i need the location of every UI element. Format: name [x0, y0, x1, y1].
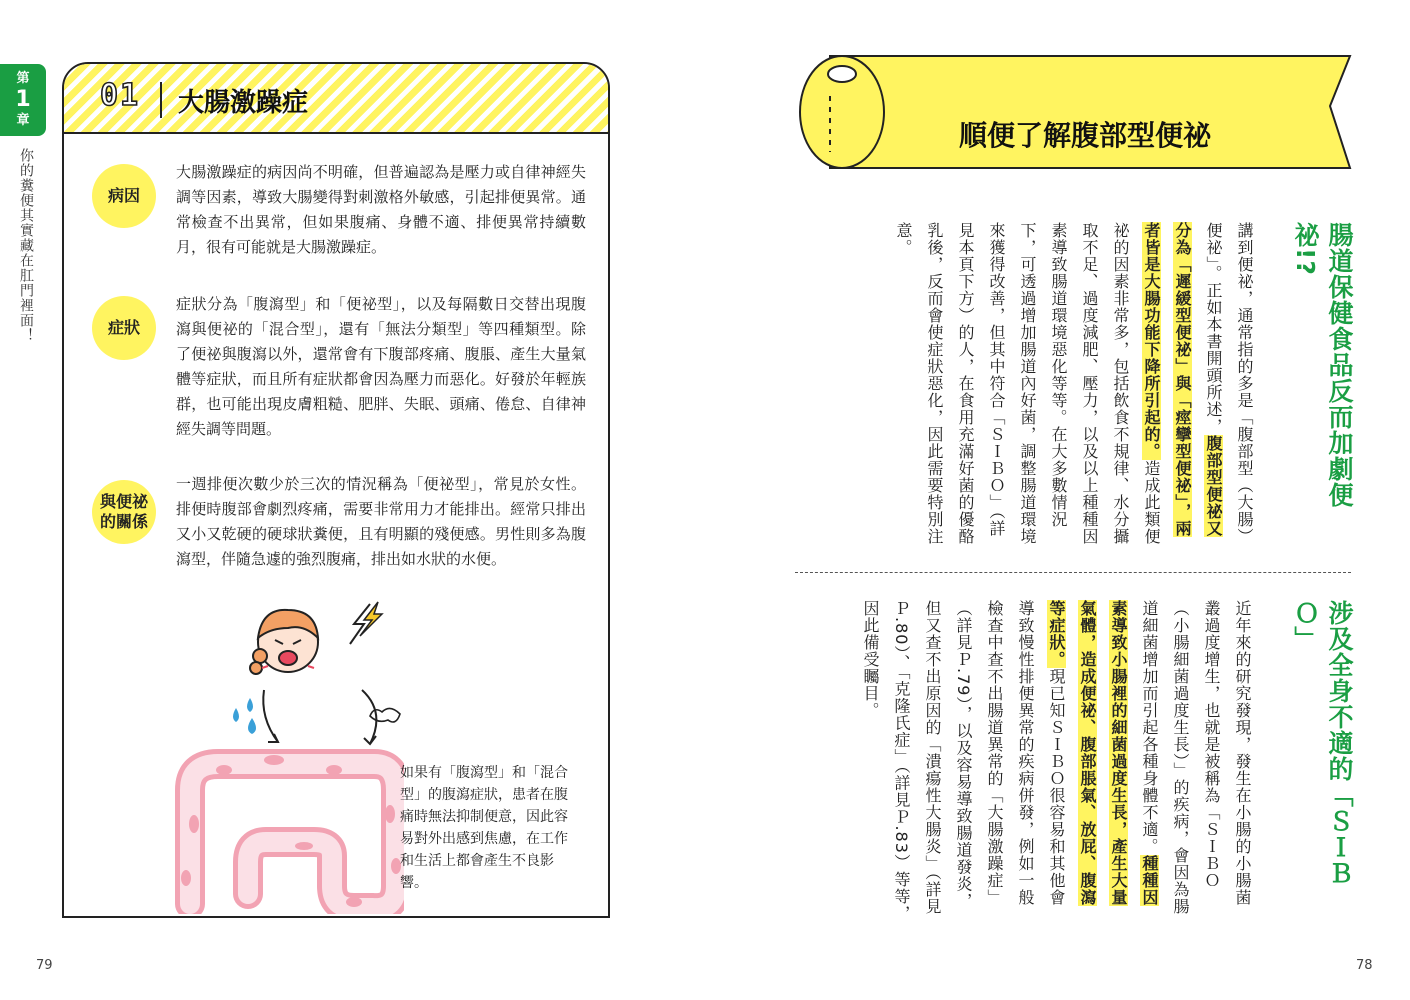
section1-body — [828, 222, 1260, 552]
lightning-icon — [350, 604, 370, 644]
sweat-drop-icon — [247, 698, 253, 712]
topic-card — [62, 62, 610, 918]
card-title: 大腸激躁症 — [178, 88, 309, 118]
toilet-roll-banner — [790, 44, 1370, 174]
intestine-illustration — [164, 594, 404, 914]
badge-line-1: 與便祕 — [99, 492, 148, 511]
section1-heading: 腸道保健食品反而加劇便祕!? — [1291, 222, 1354, 508]
section1-highlight: 腹部型便祕又分為「遲緩型便祕」與「痙攣型便祕」，兩者皆是大腸功能下降所引起的。 — [1142, 222, 1223, 537]
badge-line-2: 的關係 — [99, 512, 148, 531]
card-header — [64, 64, 608, 134]
arrow-right-icon — [362, 690, 376, 744]
arrow-left-icon — [263, 690, 278, 742]
right-page-number: 78 — [1356, 958, 1373, 973]
banner-title: 順便了解腹部型便祕 — [958, 119, 1211, 152]
badge-cause: 病因 — [92, 164, 156, 228]
section2-body — [758, 600, 1258, 922]
section2-text-b: 現已知ＳＩＢＯ很容易和其他會導致慢性排便異常的疾病併發，例如一般檢查中查不出腸道異常的「大腸激躁症」（詳見Ｐ.79），以及容易導致腸道發炎，但又查不出原因的「潰瘍性大腸炎」（詳見Ｐ.80）、「克隆氏症」（詳見Ｐ.83）等等，因此備受矚目。 — [861, 600, 1066, 922]
chapter-prefix: 第 — [16, 71, 30, 86]
chapter-tab — [0, 64, 46, 136]
chapter-number: 1 — [15, 87, 31, 112]
side-note: 如果有「腹瀉型」和「混合型」的腹瀉症狀，患者在腹痛時無法抑制便意，因此容易對外出感到焦慮，在工作和生活上都會產生不良影響。 — [400, 765, 568, 891]
left-page-number: 79 — [36, 958, 53, 973]
section2-text-a: 近年來的研究發現，發生在小腸的小腸菌叢過度增生，也就是被稱為「ＳＩＢＯ（小腸細菌過度生長）」的疾病，會因為腸道細菌增加而引起各種身體不適。 — [1140, 600, 1252, 915]
badge-symptom: 症狀 — [92, 296, 156, 360]
chapter-suffix: 章 — [16, 113, 30, 128]
section1-text-a: 講到便祕，通常指的多是「腹部型（大腸）便祕」。正如本書開頭所述， — [1204, 222, 1254, 545]
section2-highlight: 種種因素導致小腸裡的細菌過度生長，產生大量氣體，造成便祕、腹部脹氣、放屁、腹瀉等症狀。 — [1047, 600, 1159, 906]
cause-text: 大腸激躁症的病因尚不明確，但普遍認為是壓力或自律神經失調等因素，導致大腸變得對刺激格外敏感，引起排便異常。通常檢查不出異常，但如果腹痛、身體不適、排便異常持續數月，很有可能就是大腸激躁症。 — [176, 163, 586, 256]
section-divider — [795, 572, 1351, 573]
card-number: 01 — [100, 78, 141, 113]
badge-constipation-relation — [92, 480, 156, 544]
section1-text-b: 造成此類便祕的因素非常多，包括飲食不規律、水分攝取不足、過度減肥、壓力，以及以上種種因素導致腸道環境惡化等等。在大多數情況下，可透過增加腸道內好菌，調整腸道環境來獲得改善，但其中符合「ＳＩＢＯ」（詳見本頁下方）的人，在食用充滿好菌的優酪乳後，反而會使症狀惡化，因此需要特別注意。 — [894, 222, 1161, 545]
constipation-relation-text: 一週排便次數少於三次的情況稱為「便祕型」，常見於女性。排便時腹部會劇烈疼痛，需要非常用力才能排出。經常只排出又小又乾硬的硬球狀糞便，且有明顯的殘便感。男性則多為腹瀉型，伴隨急遽的強烈腹痛，排出如水狀的水便。 — [176, 475, 586, 568]
chapter-side-title: 你的糞便其實藏在肛門裡面！ — [18, 148, 34, 343]
section2-heading: 涉及全身不適的「ＳＩＢＯ」 — [1291, 600, 1354, 886]
woman-face-icon — [250, 610, 318, 674]
card-header-divider — [160, 82, 162, 118]
symptom-text: 症狀分為「腹瀉型」和「便祕型」，以及每隔數日交替出現腹瀉與便祕的「混合型」，還有「無法分類型」等四種類型。除了便祕與腹瀉以外，還常會有下腹部疼痛、腹脹、產生大量氣體等症狀，而且所有症狀都會因為壓力而惡化。好發於年輕族群，也可能出現皮膚粗糙、肥胖、失眠、頭痛、倦怠、自律神經失調等問題。 — [176, 295, 586, 438]
